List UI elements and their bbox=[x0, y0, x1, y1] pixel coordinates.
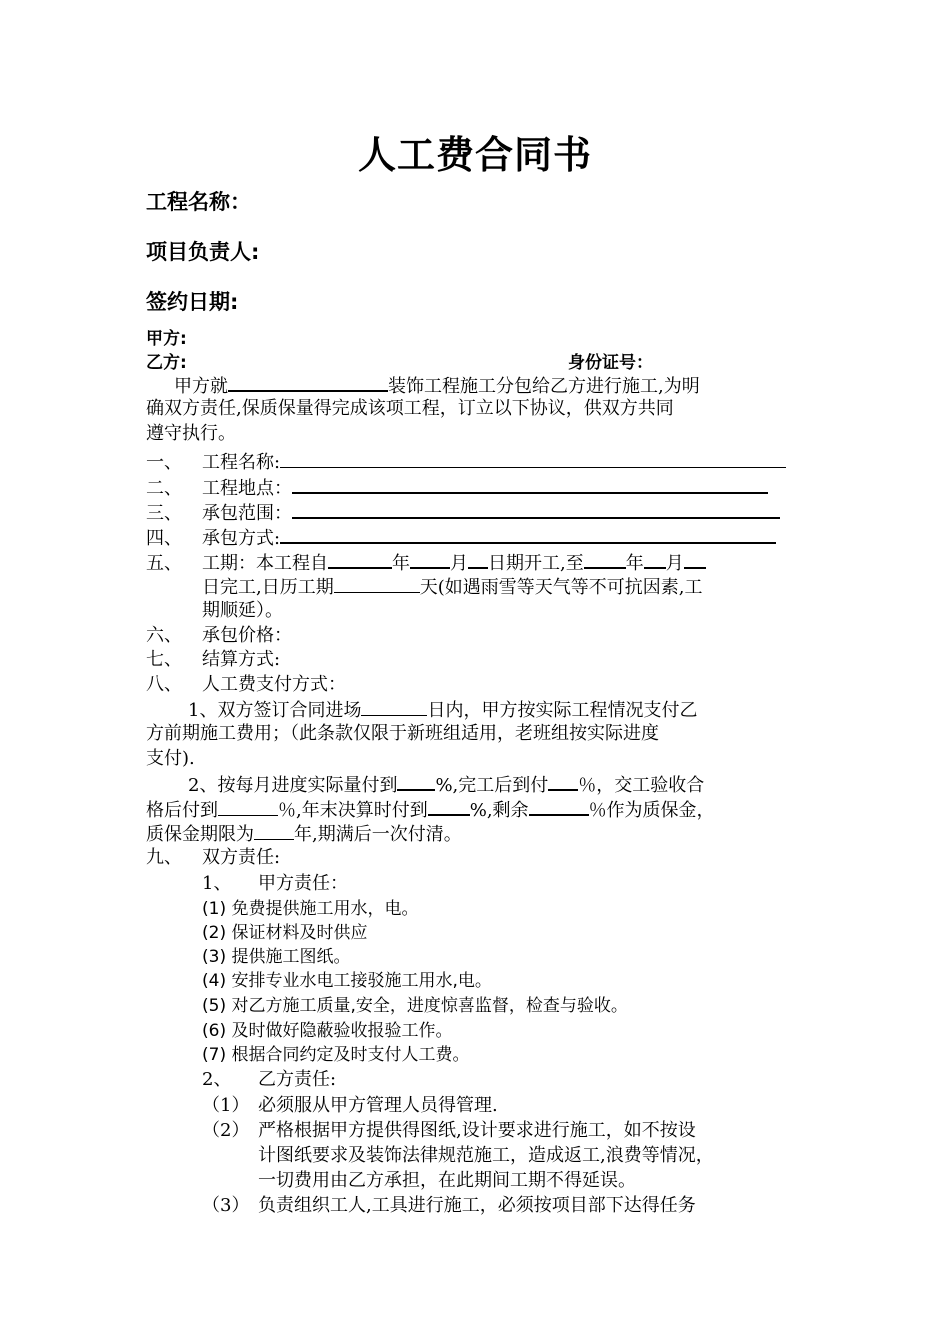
party-a-label: 甲方: bbox=[146, 329, 187, 349]
intro-line-1 bbox=[174, 372, 700, 399]
item-label: 双方责任: bbox=[202, 847, 281, 868]
payment-2-line-1 bbox=[188, 771, 704, 798]
party-b-label: 乙方: bbox=[146, 353, 187, 373]
monthly-percent-blank bbox=[397, 771, 435, 791]
intro-text-b: 装饰工程施工分包给乙方进行施工,为明 bbox=[388, 376, 700, 397]
payment-text: 年,期满后一次付清。 bbox=[294, 824, 462, 845]
yearend-percent-blank bbox=[428, 796, 470, 816]
sign-date-heading: 签约日期: bbox=[146, 290, 239, 314]
payment-1-line-2: 方前期施工费用；（此条款仅限于新班组适用，老班组按实际进度 bbox=[146, 723, 659, 744]
payment-text: 日内，甲方按实际工程情况支付乙 bbox=[427, 700, 698, 721]
party-a-point-4: (4) 安排专业水电工接驳施工用水,电。 bbox=[202, 971, 492, 991]
project-blank bbox=[228, 372, 388, 392]
fill-line bbox=[292, 499, 780, 519]
party-b-point-3 bbox=[202, 1194, 696, 1218]
item-label: 工程地点： bbox=[202, 478, 292, 499]
item-label: 工程名称: bbox=[202, 452, 281, 473]
item-2 bbox=[146, 474, 768, 501]
fill-line bbox=[292, 474, 768, 494]
item-number: 八、 bbox=[146, 674, 182, 695]
party-b-point-2 bbox=[202, 1119, 696, 1143]
party-a-point-5: (5) 对乙方施工质量,安全，进度惊喜监督，检查与验收。 bbox=[202, 996, 628, 1016]
point-number: （1） bbox=[202, 1095, 250, 1116]
schedule-text: 工期：本工程自 bbox=[202, 553, 328, 574]
payment-text: %,剩余 bbox=[469, 800, 529, 821]
item-label: 结算方式: bbox=[202, 649, 281, 670]
payment-text: ％,年末决算时付到 bbox=[278, 800, 428, 821]
item-number: 九、 bbox=[146, 847, 182, 868]
resp-number: 1、 bbox=[202, 873, 232, 894]
resp-number: 2、 bbox=[202, 1069, 232, 1090]
duration-blank bbox=[334, 574, 420, 593]
start-month-blank bbox=[410, 549, 450, 569]
item-label: 承包方式: bbox=[202, 528, 281, 549]
payment-text: 2、按每月进度实际量付到 bbox=[188, 775, 398, 796]
acceptance-percent-blank bbox=[218, 797, 278, 816]
party-b-point-2-line-3: 一切费用由乙方承担，在此期间工期不得延误。 bbox=[258, 1170, 636, 1191]
warranty-years-blank bbox=[254, 821, 294, 840]
intro-text-a: 甲方就 bbox=[174, 376, 228, 397]
payment-2-line-2 bbox=[146, 796, 715, 823]
item-number: 一、 bbox=[146, 452, 182, 473]
fill-line bbox=[280, 524, 776, 544]
payment-text: %,完工后到付 bbox=[435, 775, 549, 796]
point-text: 负责组织工人,工具进行施工，必须按项目部下达得任务 bbox=[258, 1195, 696, 1216]
document-title: 人工费合同书 bbox=[357, 133, 592, 177]
end-day-blank bbox=[684, 549, 706, 569]
item-8 bbox=[146, 673, 346, 697]
item-3 bbox=[146, 499, 780, 526]
duration-text: 天(如遇雨雪等天气等不可抗因素,工 bbox=[419, 577, 703, 598]
item-1 bbox=[146, 449, 786, 475]
item-number: 六、 bbox=[146, 625, 182, 646]
item-label: 人工费支付方式： bbox=[202, 674, 346, 695]
payment-text: ％，交工验收合 bbox=[578, 775, 705, 796]
point-number: （2） bbox=[202, 1120, 250, 1141]
end-year-blank bbox=[584, 549, 626, 569]
payment-1-line-1 bbox=[188, 697, 697, 723]
party-a-point-2: (2) 保证材料及时供应 bbox=[202, 923, 368, 943]
payment-text: ％作为质保金， bbox=[588, 800, 715, 821]
start-text: 日期开工,至 bbox=[488, 553, 584, 574]
party-a-point-3: (3) 提供施工图纸。 bbox=[202, 947, 351, 967]
resp-label: 甲方责任： bbox=[258, 873, 348, 894]
item-label: 承包价格： bbox=[202, 625, 292, 646]
item-number: 五、 bbox=[146, 553, 182, 574]
id-number-label: 身份证号： bbox=[568, 353, 653, 373]
item-number: 三、 bbox=[146, 503, 182, 524]
completion-percent-blank bbox=[548, 771, 578, 791]
payment-text: 1、双方签订合同进场 bbox=[188, 700, 362, 721]
year-text: 年 bbox=[392, 553, 410, 574]
party-a-point-7: (7) 根据合同约定及时支付人工费。 bbox=[202, 1045, 470, 1065]
finish-text: 日完工,日历工期 bbox=[202, 577, 334, 598]
start-year-blank bbox=[328, 549, 392, 569]
resp-label: 乙方责任: bbox=[258, 1069, 337, 1090]
end-month-blank bbox=[644, 549, 666, 569]
party-b-responsibility-heading bbox=[202, 1068, 336, 1092]
item-5-line-2 bbox=[202, 574, 702, 600]
point-number: （3） bbox=[202, 1195, 250, 1216]
item-number: 七、 bbox=[146, 649, 182, 670]
party-a-point-6: (6) 及时做好隐蔽验收报验工作。 bbox=[202, 1021, 453, 1041]
party-b-point-2-line-2: 计图纸要求及装饰法律规范施工，造成返工,浪费等情况， bbox=[258, 1145, 714, 1166]
item-label: 承包范围： bbox=[202, 503, 292, 524]
year-text: 年 bbox=[625, 553, 644, 574]
project-name-heading: 工程名称： bbox=[146, 190, 251, 214]
point-text: 必须服从甲方管理人员得管理. bbox=[258, 1095, 498, 1116]
days-blank bbox=[361, 697, 427, 716]
payment-1-line-3: 支付). bbox=[146, 748, 195, 769]
payment-2-line-3 bbox=[146, 821, 462, 847]
party-a-point-1: (1) 免费提供施工用水，电。 bbox=[202, 899, 419, 919]
intro-line-2: 确双方责任,保质保量得完成该项工程，订立以下协议，供双方共同 bbox=[146, 398, 674, 419]
item-number: 二、 bbox=[146, 478, 182, 499]
start-day-blank bbox=[468, 549, 488, 569]
item-5 bbox=[146, 549, 706, 576]
item-5-line-3: 期顺延）。 bbox=[202, 600, 283, 621]
item-4 bbox=[146, 524, 776, 551]
item-number: 四、 bbox=[146, 528, 182, 549]
payment-text: 格后付到 bbox=[146, 800, 218, 821]
intro-line-3: 遵守执行。 bbox=[146, 423, 236, 444]
fill-line bbox=[280, 449, 786, 468]
point-text: 严格根据甲方提供得图纸,设计要求进行施工，如不按设 bbox=[258, 1120, 696, 1141]
item-9 bbox=[146, 846, 280, 870]
payment-text: 质保金期限为 bbox=[146, 824, 254, 845]
retention-percent-blank bbox=[529, 796, 589, 816]
party-a-responsibility-heading bbox=[202, 872, 348, 896]
party-b-point-1 bbox=[202, 1094, 498, 1118]
item-6 bbox=[146, 624, 292, 648]
project-lead-heading: 项目负责人: bbox=[146, 240, 260, 264]
month-text: 月 bbox=[450, 553, 468, 574]
item-7 bbox=[146, 648, 280, 672]
month-text: 月 bbox=[665, 553, 684, 574]
